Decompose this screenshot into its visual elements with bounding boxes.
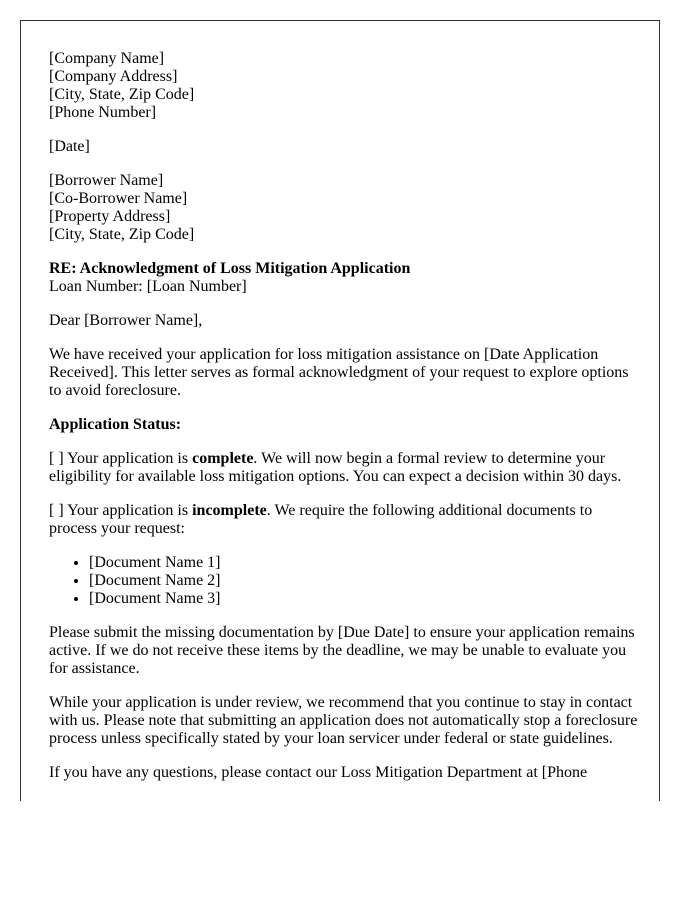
letter-page (20, 20, 660, 801)
recipient-city-state-zip: [City, State, Zip Code] (49, 226, 195, 243)
status-incomplete-prefix: [ ] Your application is (49, 502, 193, 519)
status-incomplete-paragraph (49, 502, 639, 538)
status-complete-emphasis: complete (192, 450, 254, 467)
document-list-item: • [Document Name 3] (89, 590, 639, 608)
document-list-item: • [Document Name 2] (89, 572, 639, 590)
status-incomplete-emphasis: incomplete (192, 502, 267, 519)
letter-body (49, 50, 639, 798)
subject-block (49, 260, 639, 296)
submit-paragraph: Please submit the missing documentation by [Due Date] to ensure your application remains active. If we do not receive these items by the deadline, we may be unable to evaluate you for assistance. (49, 624, 635, 677)
re-line: RE: Acknowledgment of Loss Mitigation Application (49, 260, 411, 277)
status-heading: Application Status: (49, 416, 182, 433)
co-borrower-name: [Co-Borrower Name] (49, 190, 188, 207)
status-complete-paragraph (49, 450, 639, 486)
salutation: Dear [Borrower Name], (49, 312, 203, 329)
required-documents-list (49, 554, 639, 608)
company-city-state-zip: [City, State, Zip Code] (49, 86, 195, 103)
review-paragraph: While your application is under review, we recommend that you continue to stay in contact with us. Please note that submitting an application does not automatically stop a foreclosure process unless specifically stated by your loan servicer under federal or state guidelines. (49, 694, 638, 747)
document-list-item: • [Document Name 1] (89, 554, 639, 572)
property-address: [Property Address] (49, 208, 171, 225)
intro-paragraph: We have received your application for loss mitigation assistance on [Date Application Received]. This letter serves as formal acknowledgment of your request to explore options to avoid foreclosure. (49, 346, 629, 399)
recipient-address-block (49, 172, 639, 244)
company-address: [Company Address] (49, 68, 178, 85)
date-text: [Date] (49, 138, 90, 155)
borrower-name: [Borrower Name] (49, 172, 164, 189)
company-name: [Company Name] (49, 50, 165, 67)
company-phone: [Phone Number] (49, 104, 157, 121)
contact-paragraph: If you have any questions, please contact our Loss Mitigation Department at [Phone (49, 764, 588, 781)
status-complete-prefix: [ ] Your application is (49, 450, 193, 467)
loan-number: Loan Number: [Loan Number] (49, 278, 247, 295)
status-complete-suffix: . We will now begin a formal review to determine your eligibility for available loss mitigation options. You can expect a decision within 30 days. (49, 450, 622, 485)
letter-date (49, 138, 639, 156)
sender-address-block (49, 50, 639, 122)
status-incomplete-suffix: . We require the following additional documents to process your request: (49, 502, 593, 537)
